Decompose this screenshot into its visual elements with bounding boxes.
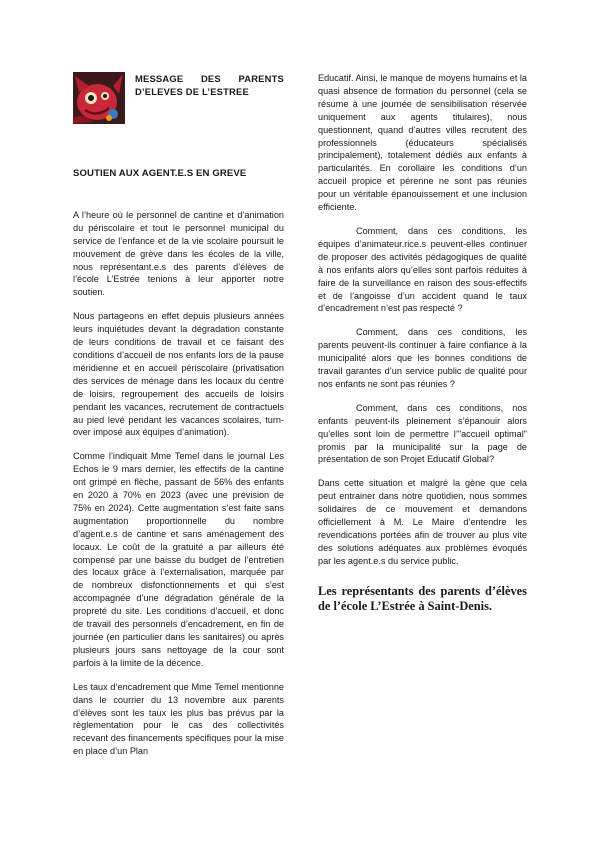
paragraph: Comme l’indiquait Mme Temel dans le journal Les Echos le 9 mars dernier, les effectifs de la cantine ont grimpé en flèche, passant de 56% des enfants en 2020 à 70% en 2023 (avec une prévision de 75% en 2024). Cette augmentation s’est faite sans augmentation proportionnelle du nombre d’agent.e.s de cantine et sans aménagement des locaux. Le coût de la gratuité a par ailleurs été compensé par une baisse du budget de l’entretien des locaux grâce à l’externalisation, marquée par de nombreux disfonctionnements et qui s’est accompagnée d’une dégradation générale de la propreté du site. Les conditions d’accueil, et donc de travail des personnels d’encadrement, en fin de journée (en particulier dans les sanitaires) ou après plusieurs jours sans nettoyage de la cour sont parfois à la limite de la décence. — [73, 451, 284, 668]
paragraph: Les taux d’encadrement que Mme Temel mentionne dans le courrier du 13 novembre aux parents d’élèves sont les taux les plus bas prévus par la règlementation pour le cas des collectivités recevant des financements spécifiques pour la mise en place d’un Plan — [73, 681, 284, 757]
red-creature-logo — [73, 72, 125, 124]
document-header — [73, 72, 284, 124]
signature: Les représentants des parents d’élèves de l’école L’Estrée à Saint-Denis. — [318, 583, 527, 613]
paragraph: Educatif. Ainsi, le manque de moyens humains et la quasi absence de formation du personnel (cela se résume à une journée de sensibilisation réservée uniquement aux agents titulaires), nous questionnent, quand d’autres villes recrutent des professionnels (éducateurs spécialisés principalement), totalement dédiés aux enfants à particularités. En corollaire les conditions d’un accueil propice et pérenne ne sont pas réunies pour un véritable épanouissement et une inclusion efficiente. — [318, 73, 527, 213]
paragraph: Dans cette situation et malgré la gène que cela peut entrainer dans notre quotidien, nous sommes solidaires de ce mouvement et demandons officiellement à M. Le Maire d’entendre les revendications portées afin de trouver au plus vite des solutions adéquates aux problèmes évoqués par les agent.e.s du service public. — [318, 478, 527, 566]
paragraph: Comment, dans ces conditions, nos enfants peuvent-ils pleinement s’épanouir alors qu’elles sont loin de permettre l’"accueil optimal" promis par la municipalité sur la page de présentation de son Projet Educatif Global? — [318, 402, 527, 465]
document-subtitle: SOUTIEN AUX AGENT.E.S EN GREVE — [73, 168, 247, 179]
paragraph: A l’heure où le personnel de cantine et d’animation du périscolaire et tout le personnel municipal du service de l’enfance et de la vie scolaire poursuit le mouvement de grève dans les écoles de la ville, nous représentant.e.s des parents d’élèves de l’école L’Estrée tenions à leur apporter notre soutien. — [73, 209, 284, 298]
paragraph: Nous partageons en effet depuis plusieurs années leurs inquiétudes devant la dégradation constante de leurs conditions de travail et ce faisant des conditions d’accueil de nos enfants lors de la pause méridienne et en accueil périscolaire (privatisation des services de ménage dans les locaux du centre de loisirs, regroupement des accueils de loisirs pendant les vacances, recrutement de contractuels au pied levé pendant les vacances scolaires, turn-over imposé aux équipes d’animation). — [73, 311, 284, 438]
paragraph: Comment, dans ces conditions, les équipes d’animateur.rice.s peuvent-elles continuer de proposer des activités pédagogiques de qualité à nos enfants alors qu’elles sont parfois réduites à faire de la surveillance en raison des sous-effectifs et de l’angoisse d’un accident quand le taux d’encadrement n’est pas respecté ? — [318, 225, 527, 314]
left-column — [73, 72, 284, 769]
paragraph: Comment, dans ces conditions, les parents peuvent-ils continuer à faire confiance à la municipalité alors que les bonnes conditions de travail garantes d’un service public de qualité pour nos enfants ne sont pas réunies ? — [318, 327, 527, 389]
document-title: MESSAGE DES PARENTS D’ELEVES DE L’ESTREE — [135, 73, 284, 97]
right-column — [318, 72, 527, 614]
